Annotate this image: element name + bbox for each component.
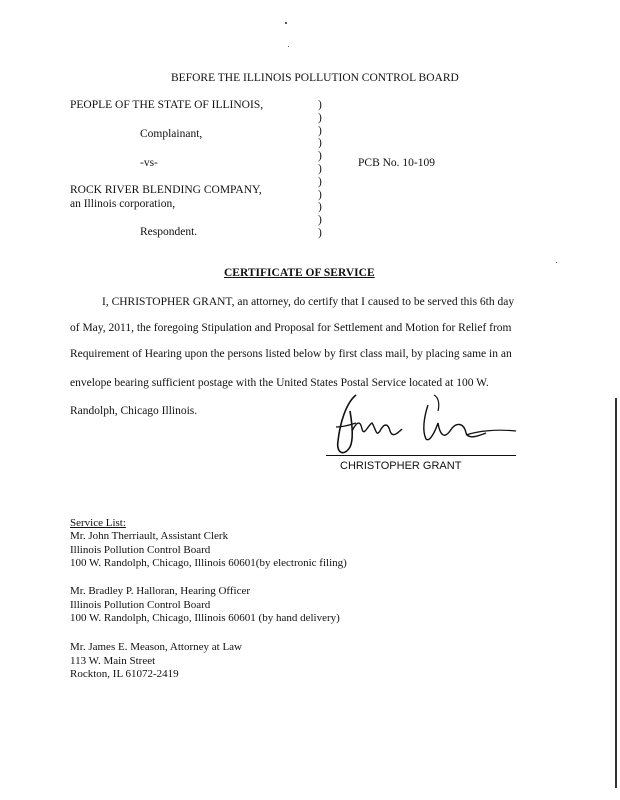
service-line: 100 W. Randolph, Chicago, Illinois 60601(by electronic filing) <box>70 557 347 570</box>
service-line: Illinois Pollution Control Board <box>70 598 211 611</box>
service-line: Mr. Bradley P. Halloran, Hearing Officer <box>70 585 251 597</box>
caption-respondent: Respondent. <box>140 226 198 238</box>
caption-vs: -vs- <box>140 157 158 169</box>
caption-defendant-desc: an Illinois corporation, <box>70 198 176 210</box>
service-entry <box>70 530 347 571</box>
service-line: 113 W. Main Street <box>70 654 156 667</box>
case-number: PCB No. 10-109 <box>358 157 435 169</box>
service-line: Illinois Pollution Control Board <box>70 543 211 556</box>
service-entry <box>70 585 340 626</box>
caption-complainant: Complainant, <box>140 128 203 140</box>
body-line: of May, 2011, the foregoing Stipulation and Proposal for Settlement and Motion for Relief from <box>70 322 512 334</box>
scan-speck <box>285 22 287 24</box>
certificate-title: CERTIFICATE OF SERVICE <box>224 267 375 279</box>
scan-speck <box>556 262 557 263</box>
scan-edge-mark <box>615 398 617 788</box>
body-line: Randolph, Chicago Illinois. <box>70 405 198 417</box>
service-line: Mr. James E. Meason, Attorney at Law <box>70 641 242 653</box>
service-line: Rockton, IL 61072-2419 <box>70 668 179 681</box>
scan-speck <box>288 46 289 47</box>
caption-plaintiff: PEOPLE OF THE STATE OF ILLINOIS, <box>70 99 264 111</box>
service-line: Mr. John Therriault, Assistant Clerk <box>70 530 229 542</box>
service-line: 100 W. Randolph, Chicago, Illinois 60601 (by hand delivery) <box>70 612 340 625</box>
signer-name: CHRISTOPHER GRANT <box>340 460 462 472</box>
body-line: envelope bearing sufficient postage with the United States Postal Service located at 100 W. <box>70 377 489 389</box>
caption-defendant: ROCK RIVER BLENDING COMPANY, <box>70 184 262 196</box>
service-list-heading: Service List: <box>70 517 126 529</box>
caption-parentheses: ) ) ) ) ) ) ) ) ) ) ) <box>318 99 322 239</box>
body-line: Requirement of Hearing upon the persons listed below by first class mail, by placing same in an <box>70 348 512 360</box>
service-entry <box>70 641 242 682</box>
handwritten-signature <box>316 383 521 463</box>
signature-line <box>326 455 516 456</box>
body-line: I, CHRISTOPHER GRANT, an attorney, do certify that I caused to be served this 6th day <box>102 296 515 308</box>
board-heading: BEFORE THE ILLINOIS POLLUTION CONTROL BOARD <box>171 72 459 84</box>
